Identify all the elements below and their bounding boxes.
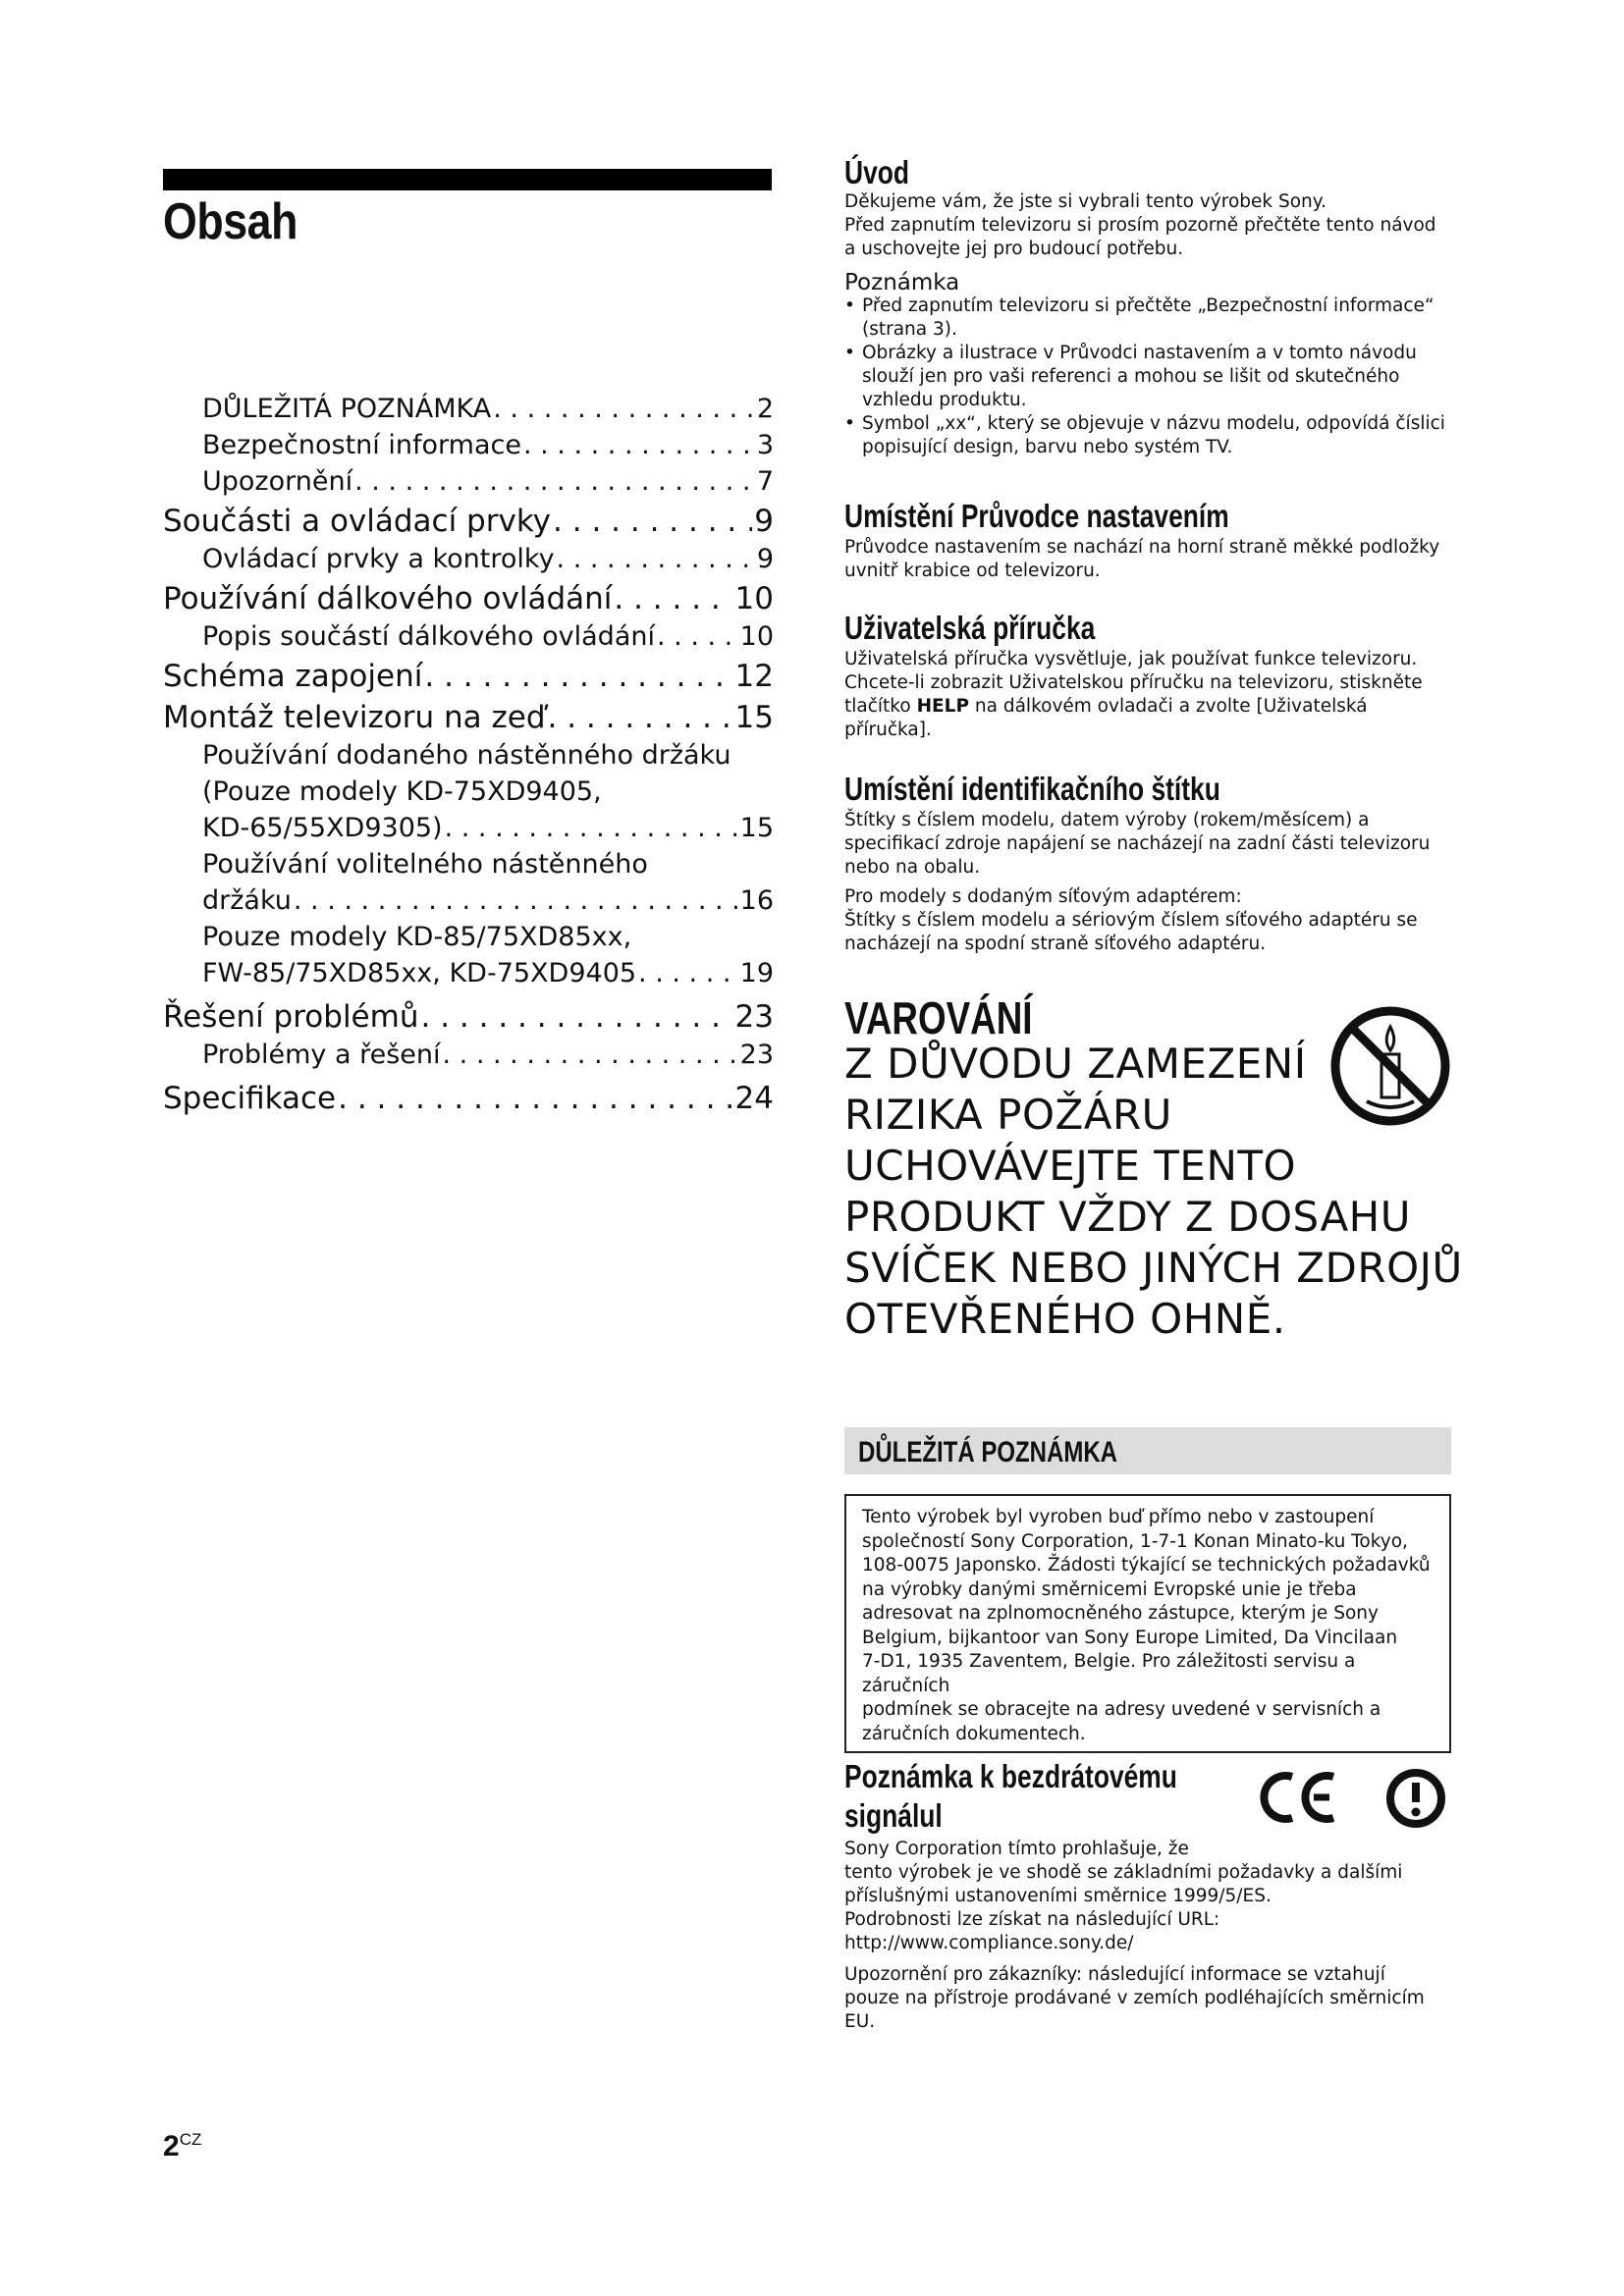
toc-entry[interactable] bbox=[163, 657, 774, 696]
toc-entry[interactable] bbox=[163, 698, 774, 737]
text-line: Štítky s číslem modelu, datem výroby (rokem/měsícem) a bbox=[844, 810, 1370, 830]
text-line: • Symbol „xx“, který se objevuje v názvu modelu, odpovídá číslici bbox=[862, 413, 1445, 434]
no-candle-icon bbox=[1327, 1003, 1453, 1129]
text-line: Belgium, bijkantoor van Sony Europe Limited, Da Vincilaan bbox=[862, 1627, 1398, 1648]
section-heading: Umístění identifikačního štítku bbox=[844, 771, 1220, 807]
bullet-item bbox=[844, 412, 1453, 459]
toc-entry-label: DŮLEŽITÁ POZNÁMKA bbox=[202, 394, 492, 424]
text-line: Pro modely s dodaným síťovým adaptérem: bbox=[844, 886, 1242, 907]
toc-leader bbox=[424, 657, 732, 696]
toc-entry-page: 15 bbox=[739, 813, 774, 843]
toc-entry-page: 15 bbox=[734, 700, 774, 735]
toc-entry[interactable] bbox=[163, 955, 774, 991]
toc-entry-page: 19 bbox=[739, 958, 774, 988]
toc-entry-page: 23 bbox=[734, 999, 774, 1035]
text-line: příslušnými ustanoveními směrnice 1999/5/ES. bbox=[844, 1886, 1272, 1906]
text-line: 7-D1, 1935 Zaventem, Belgie. Pro záležitosti servisu a záručních bbox=[862, 1651, 1356, 1696]
toc-leader bbox=[445, 810, 738, 846]
toc-entry-label: Upozornění bbox=[202, 466, 353, 497]
toc-leader bbox=[523, 427, 755, 463]
text-line: EU. bbox=[844, 2011, 876, 2032]
note-heading: Poznámka bbox=[844, 270, 960, 295]
toc-entry-page: 10 bbox=[734, 581, 774, 616]
toc-entry-label: Ovládací prvky a kontrolky bbox=[202, 544, 555, 574]
warning-line: RIZIKA POŽÁRU bbox=[844, 1091, 1172, 1139]
toc-title: Obsah bbox=[163, 193, 298, 250]
toc-entry-label: Schéma zapojení bbox=[163, 659, 423, 694]
text-line: • Obrázky a ilustrace v Průvodci nastavením a v tomto návodu bbox=[862, 343, 1417, 363]
important-heading: DŮLEŽITÁ POZNÁMKA bbox=[858, 1436, 1117, 1468]
toc-entry-page: 9 bbox=[756, 544, 774, 574]
toc-entry-label: držáku bbox=[202, 885, 292, 916]
bullet-item bbox=[844, 294, 1453, 342]
text-line: slouží jen pro vaši referenci a mohou se lišit od skutečného bbox=[862, 366, 1400, 387]
text-line: adresovat na zplnomocněného zástupce, kterým je Sony bbox=[862, 1603, 1379, 1624]
text-line: podmínek se obracejte na adresy uvedené v servisních a bbox=[862, 1699, 1381, 1720]
toc-entry-page: 23 bbox=[739, 1040, 774, 1070]
text-line: Sony Corporation tímto prohlašuje, že bbox=[844, 1839, 1189, 1859]
toc-entry-page: 10 bbox=[739, 621, 774, 652]
section-heading: signálul bbox=[844, 1797, 943, 1834]
toc-entry-label: Součásti a ovládací prvky bbox=[163, 504, 552, 539]
text-line: 108-0075 Japonsko. Žádosti týkající se technických požadavků bbox=[862, 1555, 1431, 1575]
warning-line: Z DŮVODU ZAMEZENÍ bbox=[844, 1040, 1307, 1088]
toc-title-bar bbox=[163, 169, 772, 190]
bullet-item bbox=[844, 342, 1453, 412]
warning-line: UCHOVÁVEJTE TENTO bbox=[844, 1142, 1297, 1190]
toc-entry-page: 9 bbox=[754, 504, 774, 539]
text-line bbox=[844, 695, 1453, 719]
toc-leader bbox=[443, 1037, 738, 1073]
text-line: (strana 3). bbox=[862, 319, 957, 340]
warning-line: PRODUKT VŽDY Z DOSAHU bbox=[844, 1193, 1412, 1241]
toc-entry[interactable] bbox=[163, 391, 774, 427]
toc-leader bbox=[553, 502, 752, 541]
toc-entry-page: 3 bbox=[756, 430, 774, 460]
section-heading: Poznámka k bezdrátovému bbox=[844, 1758, 1177, 1794]
text-line: uvnitř krabice od televizoru. bbox=[844, 561, 1101, 581]
text-span: tlačítko bbox=[844, 696, 917, 717]
text-line: Podrobnosti lze získat na následující URL: bbox=[844, 1909, 1220, 1930]
toc-entry[interactable] bbox=[163, 1079, 774, 1118]
section-heading: Umístění Průvodce nastavením bbox=[844, 498, 1229, 534]
toc-entry-label: Bezpečnostní informace bbox=[202, 430, 521, 460]
text-line: na výrobky danými směrnicemi Evropské unie je třeba bbox=[862, 1578, 1357, 1600]
toc-entry[interactable] bbox=[163, 463, 774, 500]
text-line: Před zapnutím televizoru si prosím pozorně přečtěte tento návod bbox=[844, 215, 1436, 236]
warning-line: OTEVŘENÉHO OHNĚ. bbox=[844, 1295, 1286, 1343]
toc-leader bbox=[338, 1079, 732, 1118]
section-heading: Úvod bbox=[844, 154, 909, 190]
text-line: a uschovejte jej pro budoucí potřebu. bbox=[844, 239, 1184, 259]
ce-mark-icon bbox=[1259, 1767, 1339, 1828]
toc-list bbox=[163, 391, 774, 1118]
toc-leader bbox=[548, 698, 733, 737]
important-heading-bar bbox=[844, 1427, 1451, 1474]
toc-entry-label-line[interactable]: Používání volitelného nástěnného bbox=[202, 849, 648, 880]
toc-entry-label: Problémy a řešení bbox=[202, 1040, 441, 1070]
toc-entry-label: KD-65/55XD9305) bbox=[202, 813, 443, 843]
text-line: Upozornění pro zákazníky: následující informace se vztahují bbox=[844, 1964, 1385, 1985]
toc-entry-page: 2 bbox=[756, 394, 774, 424]
alert-class-icon bbox=[1380, 1767, 1451, 1830]
help-button-name: HELP bbox=[916, 696, 970, 717]
text-line: http://www.compliance.sony.de/ bbox=[844, 1933, 1134, 1953]
text-line: popisující design, barvu nebo systém TV. bbox=[862, 437, 1233, 457]
section-stitek bbox=[844, 771, 1453, 956]
page-number-value: 2 bbox=[163, 2130, 180, 2163]
text-line: příručka]. bbox=[844, 720, 932, 740]
text-line: specifikací zdroje napájení se nacházejí na zadní části televizoru bbox=[844, 833, 1431, 854]
toc-leader bbox=[557, 541, 755, 577]
warning-line: SVÍČEK NEBO JINÝCH ZDROJŮ bbox=[844, 1244, 1463, 1292]
toc-entry[interactable] bbox=[163, 502, 774, 541]
important-box bbox=[844, 1494, 1451, 1753]
toc-entry-label: Specifikace bbox=[163, 1081, 337, 1116]
toc-entry-page: 12 bbox=[734, 659, 774, 694]
section-heading: Uživatelská příručka bbox=[844, 610, 1096, 646]
toc-entry-page: 7 bbox=[756, 466, 774, 497]
text-line: Uživatelská příručka vysvětluje, jak používat funkce televizoru. bbox=[844, 649, 1418, 669]
toc-entry[interactable] bbox=[163, 997, 774, 1037]
toc-leader bbox=[638, 955, 738, 991]
toc-entry-label-line[interactable]: Používání dodaného nástěnného držáku bbox=[202, 740, 731, 771]
text-line: záručních dokumentech. bbox=[862, 1723, 1086, 1744]
text-line: společností Sony Corporation, 1-7-1 Konan Minato-ku Tokyo, bbox=[862, 1530, 1408, 1552]
toc-leader bbox=[420, 997, 732, 1037]
text-line: nebo na obalu. bbox=[844, 857, 981, 878]
toc-entry-page: 24 bbox=[734, 1081, 774, 1116]
section-pruvodce bbox=[844, 498, 1453, 583]
section-wireless bbox=[844, 1757, 1453, 2034]
text-line: tento výrobek je ve shodě se základními požadavky a dalšími bbox=[844, 1862, 1403, 1883]
toc-leader bbox=[614, 579, 732, 618]
page-language-code: CZ bbox=[179, 2130, 202, 2149]
text-line: nacházejí na spodní straně síťového adaptéru. bbox=[844, 934, 1267, 954]
toc-leader bbox=[493, 391, 755, 427]
toc-entry[interactable] bbox=[163, 882, 774, 919]
toc-entry-label: Popis součástí dálkového ovládání bbox=[202, 621, 655, 652]
text-line: Chcete-li zobrazit Uživatelskou příručku na televizoru, stiskněte bbox=[844, 672, 1423, 693]
toc-entry[interactable] bbox=[163, 810, 774, 846]
toc-entry-label: FW-85/75XD85xx, KD-75XD9405 bbox=[202, 958, 637, 988]
toc-entry-label: Řešení problémů bbox=[163, 999, 419, 1035]
toc-leader bbox=[657, 618, 738, 655]
toc-entry[interactable] bbox=[163, 1037, 774, 1073]
toc-entry-label-line[interactable]: Pouze modely KD-85/75XD85xx, bbox=[202, 922, 632, 952]
text-line: Děkujeme vám, že jste si vybrali tento výrobek Sony. bbox=[844, 191, 1326, 212]
text-line: vzhledu produktu. bbox=[862, 390, 1027, 410]
toc-entry-label: Používání dálkového ovládání bbox=[163, 581, 613, 616]
warning-heading: VAROVÁNÍ bbox=[844, 992, 1033, 1043]
toc-entry-label-line[interactable]: (Pouze modely KD-75XD9405, bbox=[202, 776, 602, 807]
text-line: • Před zapnutím televizoru si přečtěte „Bezpečnostní informace“ bbox=[862, 295, 1435, 316]
toc-entry-label: Montáž televizoru na zeď bbox=[163, 700, 546, 735]
toc-entry[interactable] bbox=[163, 579, 774, 618]
text-line: pouze na přístroje prodávané v zemích podléhajících směrnicím bbox=[844, 1988, 1425, 2008]
toc-leader bbox=[294, 882, 738, 919]
text-line: Průvodce nastavením se nachází na horní straně měkké podložky bbox=[844, 537, 1440, 558]
toc-entry-page: 16 bbox=[739, 885, 774, 916]
toc-entry[interactable] bbox=[163, 618, 774, 655]
page-number bbox=[163, 2130, 201, 2163]
toc-entry[interactable] bbox=[163, 541, 774, 577]
text-span: na dálkovém ovladači a zvolte [Uživatelská bbox=[969, 696, 1368, 717]
text-line: Tento výrobek byl vyroben buď přímo nebo v zastoupení bbox=[862, 1507, 1375, 1527]
toc-entry[interactable] bbox=[163, 427, 774, 463]
text-line: Štítky s číslem modelu a sériovým číslem síťového adaptéru se bbox=[844, 910, 1418, 931]
toc-leader bbox=[354, 463, 755, 500]
section-uvod bbox=[844, 154, 1453, 459]
section-prirucka bbox=[844, 610, 1453, 742]
